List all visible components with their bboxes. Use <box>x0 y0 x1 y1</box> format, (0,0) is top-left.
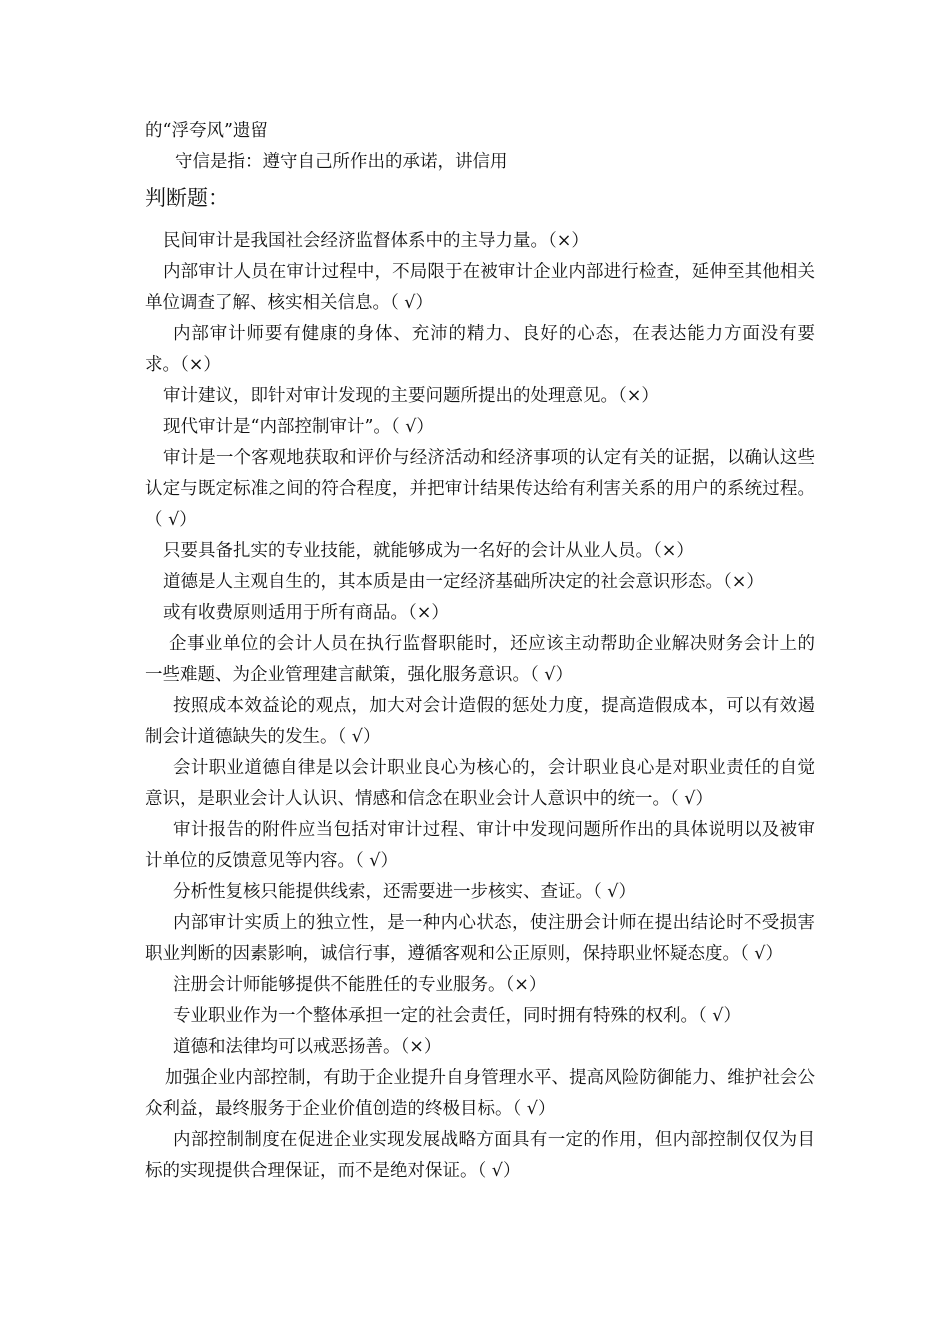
judgment-item-16: 注册会计师能够提供不能胜任的专业服务。（×） <box>173 975 547 995</box>
judgment-item-12: 会计职业道德自律是以会计职业良心为核心的，会计职业良心是对职业责任的自觉意识，是职业会计人认识、情感和信念在职业会计人意识中的统一。（ √） <box>145 758 815 809</box>
judgment-item-14: 分析性复核只能提供线索，还需要进一步核实、查证。（ √） <box>173 882 636 902</box>
judgment-item-3: 内部审计师要有健康的身体、充沛的精力、良好的心态，在表达能力方面没有要求。（×） <box>145 324 815 375</box>
intro-line-1: 的“浮夸风”遗留 <box>145 121 268 141</box>
judgment-item-13: 审计报告的附件应当包括对审计过程、审计中发现问题所作出的具体说明以及被审计单位的反馈意见等内容。（ √） <box>145 820 815 871</box>
judgment-item-6: 审计是一个客观地获取和评价与经济活动和经济事项的认定有关的证据，以确认这些认定与既定标准之间的符合程度，并把审计结果传达给有利害关系的用户的系统过程。（ √） <box>145 448 815 530</box>
judgment-item-7: 只要具备扎实的专业技能，就能够成为一名好的会计从业人员。（×） <box>163 541 694 561</box>
judgment-item-4: 审计建议，即针对审计发现的主要问题所提出的处理意见。（×） <box>163 386 659 406</box>
judgment-item-9: 或有收费原则适用于所有商品。（×） <box>163 603 449 623</box>
intro-line-2: 守信是指：遵守自己所作出的承诺，讲信用 <box>175 152 508 172</box>
judgment-item-19: 加强企业内部控制，有助于企业提升自身管理水平、提高风险防御能力、维护社会公众利益，最终服务于企业价值创造的终极目标。（ √） <box>145 1068 815 1119</box>
section-title: 判断题： <box>145 186 229 210</box>
judgment-item-8: 道德是人主观自生的，其本质是由一定经济基础所决定的社会意识形态。（×） <box>163 572 764 592</box>
judgment-item-2: 内部审计人员在审计过程中，不局限于在被审计企业内部进行检查，延伸至其他相关单位调查了解、核实相关信息。（ √） <box>145 262 815 313</box>
judgment-item-20: 内部控制制度在促进企业实现发展战略方面具有一定的作用，但内部控制仅仅为目标的实现提供合理保证，而不是绝对保证。（ √） <box>145 1130 815 1181</box>
document-body <box>145 116 815 1187</box>
judgment-item-11: 按照成本效益论的观点，加大对会计造假的惩处力度，提高造假成本，可以有效遏制会计道德缺失的发生。（ √） <box>145 696 815 747</box>
judgment-item-15: 内部审计实质上的独立性，是一种内心状态，使注册会计师在提出结论时不受损害职业判断的因素影响，诚信行事，遵循客观和公正原则，保持职业怀疑态度。（ √） <box>145 913 815 964</box>
judgment-item-18: 道德和法律均可以戒恶扬善。（×） <box>173 1037 442 1057</box>
judgment-item-17: 专业职业作为一个整体承担一定的社会责任，同时拥有特殊的权利。（ √） <box>173 1006 741 1026</box>
judgment-item-10: 企事业单位的会计人员在执行监督职能时，还应该主动帮助企业解决财务会计上的一些难题、为企业管理建言献策，强化服务意识。（ √） <box>145 634 815 685</box>
judgment-item-1: 民间审计是我国社会经济监督体系中的主导力量。（×） <box>163 231 589 251</box>
judgment-item-5: 现代审计是“内部控制审计”。（ √） <box>163 417 434 437</box>
